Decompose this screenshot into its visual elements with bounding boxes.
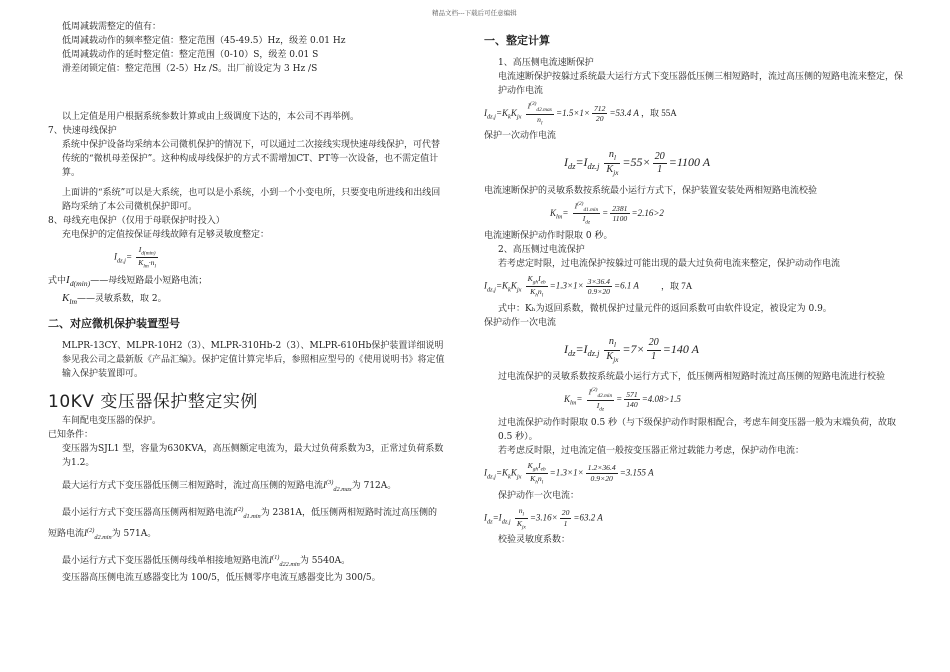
formula-result: =63.2 A	[573, 512, 603, 523]
page-header: 精品文档---下载后可任意编辑	[432, 9, 517, 17]
formula-var: =1.5×1×	[556, 107, 590, 118]
formula-var: I	[538, 274, 541, 284]
formula-sup: (3)	[326, 479, 334, 487]
formula-sub: l	[541, 292, 544, 299]
formula-var: =K	[495, 107, 509, 118]
fraction-numerator: 1.2×36.4	[587, 463, 616, 473]
formula-sub: d2.max	[333, 486, 352, 494]
formula-var: I	[588, 387, 592, 397]
formula-sub: lm	[570, 399, 577, 407]
section-heading-7: 7、快速母线保护	[48, 126, 117, 136]
fraction-numerator: 571	[626, 390, 638, 400]
fraction-denominator: 0.9×20	[590, 473, 613, 483]
formula-sub: l	[541, 479, 544, 486]
formula-quick-break-setting	[484, 101, 904, 126]
formula-fraction	[526, 101, 554, 126]
formula-sup: (1)	[272, 553, 280, 561]
formula-sub: eb	[540, 279, 546, 286]
formula-var: =1.3×1×	[549, 280, 584, 291]
formula-var: I	[138, 245, 142, 254]
paragraph: 上面讲的“系统”可以是大系统，也可以是小系统，小到一个小变电所，只要变电所进线和出线回路均采纳了本公司微机保护即可。	[62, 188, 441, 212]
fraction-denominator	[526, 115, 554, 127]
formula-charge-protection	[48, 245, 448, 270]
formula-inline	[62, 292, 78, 307]
formula-var: K	[550, 207, 557, 218]
formula-var: =I	[575, 341, 588, 356]
formula-sub: l	[613, 154, 616, 163]
formula-sub: jx	[516, 472, 522, 480]
formula-sub: h	[535, 292, 538, 299]
formula-sub: d22.min	[279, 560, 300, 568]
text-line: 电流速断保护的灵敏系数按系统最小运行方式下，保护装置安装处两相短路电流校验	[484, 185, 818, 196]
formula-sub: l	[540, 120, 543, 127]
formula-sub: lm	[556, 213, 563, 221]
formula-sub: d2.min	[94, 533, 112, 541]
text-span: 为 5540A。	[299, 555, 351, 566]
text-line: 已知条件：	[48, 430, 94, 441]
text-line: 保护动作一次电流：	[498, 490, 580, 501]
formula-var: n	[518, 505, 523, 515]
fraction-denominator: 0.9×20	[587, 287, 611, 297]
section-heading-8: 8、母线充电保护（仅用于母联保护时投入）	[48, 216, 225, 226]
formula-sub: d(min)	[69, 279, 91, 289]
formula-var: K	[606, 350, 614, 362]
formula-sub: l	[522, 511, 525, 518]
formula-var: I	[596, 400, 600, 410]
formula-result: =4.08>1.5	[641, 393, 681, 404]
formula-var: n	[537, 473, 542, 483]
formula-sub: dz.j	[487, 286, 496, 294]
formula-fraction	[610, 204, 629, 223]
text-line: 变压器高压侧电流互感器变比为 100/5，低压侧零序电流互感器变比为 300/5。	[62, 573, 381, 584]
formula-var: ·n	[148, 257, 155, 267]
fraction-numerator	[136, 245, 158, 258]
text-line: 保护动作一次电流	[484, 318, 557, 328]
formula-var: K	[564, 393, 571, 404]
fraction-denominator	[136, 258, 158, 270]
formula-result: =6.1 A	[614, 280, 639, 291]
text-span: 为 571A。	[111, 528, 157, 539]
formula-sub: dz.j	[487, 113, 496, 121]
fraction-numerator	[573, 201, 600, 215]
formula-fraction	[573, 201, 600, 226]
formula-var: =I	[575, 155, 588, 170]
subsection-heading-2: 2、高压侧过电流保护	[498, 245, 585, 256]
text-line	[48, 291, 448, 309]
formula-result: =53.4 A	[609, 107, 639, 118]
formula-var: n	[537, 287, 542, 297]
formula-var: K	[510, 107, 517, 118]
formula-sub: h	[535, 479, 538, 486]
formula-result: =2.16>2	[631, 207, 664, 218]
formula-sub: d1.min	[583, 206, 599, 213]
formula-sub: dz	[585, 219, 591, 226]
formula-sub: jx	[516, 113, 522, 121]
text-line: 校验灵敏度系数：	[498, 535, 571, 546]
formula-sub: l	[613, 341, 616, 350]
text-line: 低周减载动作的延时整定值：整定范围（0-10）S，级差 0.01 S	[62, 50, 319, 60]
formula-sub: gh	[532, 466, 539, 473]
formula-fraction	[136, 245, 158, 270]
formula-sub: jx	[613, 355, 619, 364]
formula-sup: (2)	[236, 506, 244, 514]
formula-var: I	[484, 512, 487, 523]
formula-fraction	[647, 337, 661, 362]
formula-fraction	[515, 506, 528, 531]
formula-var: K	[530, 473, 536, 483]
fraction-numerator	[526, 101, 554, 115]
formula-sub: dz	[599, 406, 605, 413]
formula-fraction	[624, 390, 639, 409]
fraction-numerator	[587, 387, 614, 401]
formula-var: K	[516, 518, 522, 528]
fraction-numerator: 20	[561, 508, 570, 518]
formula-var: =1.3×1×	[549, 467, 584, 478]
paragraph: MLPR-13CY、MLPR-10H2（3）、MLPR-310Hb-2（3）、MLPR-610Hb保护装置详细说明参见我公司之最新版《产品汇编》。保护定值计算完毕后，参照相应型号的《使用说明书》将定值输入保护装置即可。	[62, 341, 445, 380]
formula-inline	[84, 526, 112, 541]
fraction-numerator: 20	[653, 151, 667, 164]
fraction-denominator	[515, 519, 528, 531]
fraction-numerator: 3×36.4	[587, 276, 611, 286]
formula-sup: (2)	[577, 200, 584, 207]
formula-var: n	[537, 114, 541, 124]
formula-note: ，取 55A	[640, 107, 677, 118]
formula-fraction	[586, 277, 612, 296]
formula-var: K	[510, 467, 517, 478]
section-heading-device-models: 二、对应微机保护装置型号	[48, 317, 180, 331]
fraction-denominator: 1	[657, 164, 663, 176]
formula-primary-current	[484, 149, 904, 177]
formula-sub: jx	[521, 524, 526, 531]
text-line	[48, 503, 448, 524]
formula-var: K	[527, 460, 533, 470]
text-line: 充电保护的定值按保证母线故障有足够灵敏度整定：	[62, 230, 270, 240]
formula-var: I	[538, 460, 541, 470]
formula-var: I	[582, 214, 586, 224]
formula-sub: dz.j	[501, 517, 511, 525]
formula-sub: lm	[69, 297, 78, 307]
fraction-numerator: 2381	[612, 203, 628, 213]
formula-overcurrent-primary	[484, 336, 904, 364]
paragraph: 系统中保护设备均采纳本公司微机保护的情况下，可以通过二次接线实现快速母线保护，可代替传统的“微机母差保护”。这种构成母线保护的方式不需增加CT、PT等一次设备，也不需定值计算。	[62, 140, 441, 178]
text-span: ——灵敏系数，取 2。	[77, 294, 167, 305]
formula-var: I	[484, 467, 487, 478]
fraction-numerator	[604, 336, 620, 351]
formula-var: =3.16×	[529, 512, 558, 523]
left-column	[48, 20, 448, 585]
formula-var: I	[84, 527, 88, 538]
text-span: 式中	[48, 275, 67, 286]
formula-var: K	[510, 280, 517, 291]
section-heading-setting-calc: 一、整定计算	[484, 34, 550, 47]
formula-sub: d1.min	[243, 512, 261, 520]
formula-fraction	[653, 151, 667, 176]
formula-var: =I	[492, 512, 502, 523]
text-line	[48, 524, 448, 545]
text-line: 若考虑定时限，过电流保护按躲过可能出现的最大过负荷电流来整定，保护动动作电流	[498, 259, 841, 270]
formula-var: =55×	[622, 155, 651, 170]
formula-var: I	[233, 507, 237, 518]
fraction-denominator	[604, 351, 620, 365]
text-line: 低周减载需整定的值有：	[62, 22, 162, 32]
text-span: 为 2381A，低压侧两相短路时流过高压侧的	[260, 508, 437, 519]
text-line: 式中：Kₕ为返回系数，微机保护过量元件的返回系数可由软件设定，被设定为 0.9。	[498, 304, 832, 314]
formula-sub: eb	[540, 466, 546, 473]
formula-inverse-time-primary	[484, 506, 904, 531]
formula-var: K	[530, 287, 536, 297]
formula-fraction	[560, 508, 572, 527]
fraction-numerator: 712	[593, 104, 606, 114]
formula-overcurrent-setting	[484, 274, 904, 299]
formula-inverse-time-setting	[484, 461, 904, 486]
right-column	[484, 20, 904, 547]
formula-eq: =	[125, 251, 133, 262]
formula-var: I	[564, 341, 568, 356]
paragraph: 过电流保护动作时限取 0.5 秒（与下级保护动作时限相配合，考虑车间变压器一般为末端负荷，故取 0.5 秒）。	[498, 417, 897, 442]
text-span: 为 712A。	[351, 481, 397, 492]
formula-sup: (3)	[530, 101, 537, 107]
formula-sub: d2.min	[597, 393, 613, 400]
fraction-denominator	[526, 287, 548, 299]
formula-sub: dz.j	[587, 349, 600, 359]
formula-lhs: I	[114, 251, 117, 262]
formula-eq: =	[602, 207, 609, 218]
spacer	[48, 76, 448, 110]
formula-fraction	[587, 387, 614, 412]
formula-sensitivity-quick-break	[484, 201, 904, 226]
formula-var: I	[484, 280, 487, 291]
fraction-denominator	[526, 474, 548, 486]
paragraph: 电流速断保护按躲过系统最大运行方式下变压器低压侧三相短路时，流过高压侧的短路电流来整定，保护动作电流	[498, 72, 904, 96]
formula-var: I	[574, 201, 578, 211]
text-line	[48, 476, 448, 497]
formula-fraction	[592, 104, 607, 123]
formula-sub: dz.j	[487, 472, 496, 480]
formula-result: =140 A	[662, 341, 699, 356]
formula-sub: dz.j	[117, 257, 126, 265]
formula-var: I	[269, 554, 273, 565]
formula-inline	[233, 506, 261, 520]
formula-sub: dz	[568, 162, 576, 172]
fraction-denominator: 140	[626, 400, 638, 410]
formula-sub: jx	[516, 286, 522, 294]
page-title: 10KV 变压器保护整定实例	[48, 392, 258, 413]
formula-eq: =	[576, 393, 583, 404]
fraction-denominator	[587, 401, 614, 413]
formula-sub: dz	[487, 517, 493, 525]
formula-sub: jx	[613, 169, 619, 178]
formula-var: I	[66, 273, 70, 286]
fraction-denominator: 1100	[612, 213, 628, 223]
text-line	[48, 551, 448, 572]
fraction-denominator	[573, 214, 600, 226]
formula-var: K	[62, 292, 70, 305]
text-line	[48, 273, 448, 291]
text-line: 若考虑反时限，过电流定值一般按变压器正常过载能力考虑，保护动作电流：	[498, 445, 805, 456]
formula-sub: dz.j	[587, 162, 600, 172]
formula-sub: k	[508, 286, 511, 294]
formula-var: n	[608, 149, 614, 161]
fraction-denominator: 20	[595, 114, 604, 124]
text-line: 以上定值是用户根据系统参数计算或由上级调度下达的，本公司不再举例。	[62, 112, 360, 122]
fraction-numerator	[515, 506, 528, 519]
formula-var: K	[138, 257, 144, 267]
fraction-denominator: 1	[651, 350, 657, 362]
formula-var: I	[564, 155, 568, 170]
paragraph: 过电流保护的灵敏系数按系统最小运行方式下，低压侧两相短路时流过高压侧的短路电流进行校验	[498, 372, 886, 383]
formula-var: =K	[495, 280, 509, 291]
fraction-numerator: 20	[647, 337, 661, 350]
formula-inline	[66, 273, 91, 289]
text-span: 最小运行方式下变压器高压侧两相短路电流	[62, 508, 234, 519]
formula-sub: k	[508, 113, 511, 121]
formula-sup: (2)	[87, 526, 95, 534]
formula-eq: =	[562, 207, 569, 218]
fraction-numerator	[526, 461, 548, 474]
formula-fraction	[604, 336, 620, 364]
fraction-denominator	[604, 164, 620, 178]
fraction-numerator	[604, 149, 620, 164]
formula-sub: lm	[143, 263, 149, 270]
formula-sub: l	[154, 263, 156, 270]
paragraph: 变压器为SJL1 型，容量为630KVA，高压侧额定电流为，最大过负荷系数为3，正常过负荷系数为1.2。	[62, 444, 444, 469]
text-line: 车间配电变压器的保护。	[62, 416, 162, 427]
fraction-numerator	[526, 274, 548, 287]
formula-result: =3.155 A	[619, 467, 654, 478]
formula-sensitivity-overcurrent	[484, 387, 904, 412]
subsection-heading-1: 1、高压侧电流速断保护	[498, 58, 594, 68]
formula-var: K	[527, 274, 533, 284]
formula-sub: d2.max	[536, 107, 552, 114]
formula-fraction	[526, 461, 548, 486]
formula-var: I	[527, 101, 531, 111]
text-line: 保护一次动作电流	[484, 131, 557, 142]
formula-var: I	[323, 480, 327, 491]
text-span: 短路电流	[48, 528, 85, 539]
formula-fraction	[604, 149, 620, 177]
formula-var: I	[484, 107, 487, 118]
formula-sub: k	[508, 472, 511, 480]
formula-note: ，取 7A	[661, 280, 693, 291]
formula-eq: =	[616, 393, 623, 404]
formula-inline	[269, 553, 300, 568]
formula-inline	[323, 479, 352, 494]
formula-result: =1100 A	[668, 155, 711, 170]
formula-fraction	[526, 274, 548, 299]
formula-sup: (2)	[591, 387, 598, 394]
formula-sub: gh	[532, 279, 539, 286]
text-span: ——母线短路最小短路电流；	[90, 275, 208, 286]
formula-fraction	[586, 463, 618, 482]
formula-sub: dz	[568, 349, 576, 359]
formula-var: =K	[495, 467, 509, 478]
text-line: 电流速断保护动作时限取 0 秒。	[484, 231, 613, 242]
formula-sub: d(min)	[141, 250, 156, 257]
text-line: 低周减载动作的频率整定值：整定范围（45-49.5）Hz，级差 0.01 Hz	[62, 36, 346, 46]
formula-var: n	[608, 336, 614, 347]
formula-var: K	[606, 164, 614, 176]
fraction-denominator: 1	[563, 518, 568, 528]
text-line: 滑差闭锁定值：整定范围（2-5）Hz /S。出厂前设定为 3 Hz /S	[62, 64, 318, 74]
text-span: 最大运行方式下变压器低压侧三相短路时，流过高压侧的短路电流	[62, 481, 324, 492]
text-span: 最小运行方式下变压器低压侧母线单相接地短路电流	[62, 555, 270, 566]
formula-var: =7×	[622, 341, 645, 356]
